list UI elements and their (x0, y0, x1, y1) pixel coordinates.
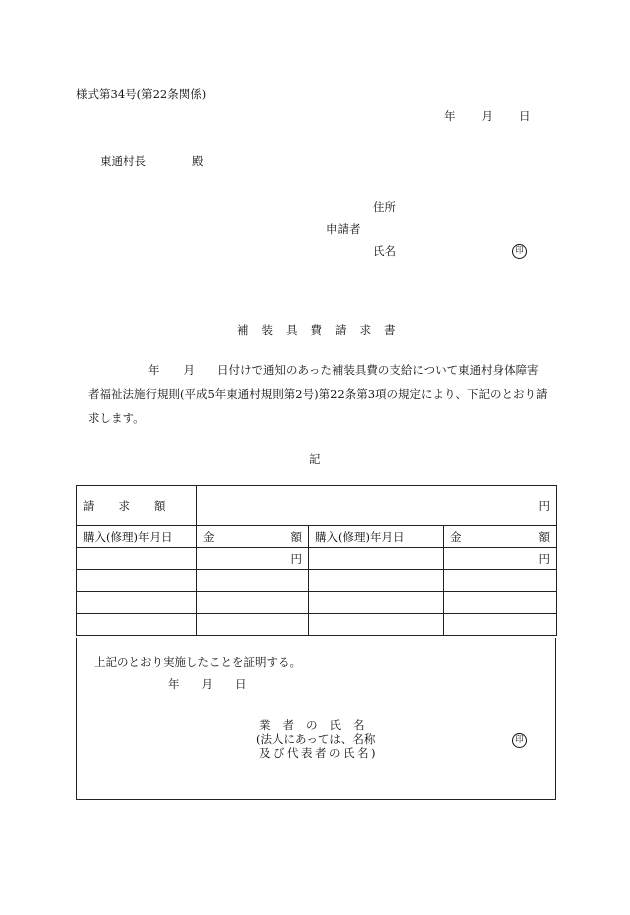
header-amount-2 (444, 526, 557, 548)
cert-month-label: 月 (201, 677, 213, 691)
date-year-label: 年 (444, 109, 456, 123)
certification-text: 上記のとおり実施したことを証明する。 (94, 655, 301, 669)
claim-amount-label: 請求額 (77, 486, 197, 526)
addressee-name: 東通村長 (100, 154, 146, 168)
row4-amount-2[interactable] (444, 614, 557, 636)
row2-amount-2[interactable] (444, 570, 557, 592)
vendor-seal-icon (512, 731, 527, 748)
body-year-label: 年 (148, 363, 160, 377)
row4-amount-1[interactable] (197, 614, 309, 636)
header-purchase-date-1: 購入(修理)年月日 (77, 526, 197, 548)
addressee (100, 153, 204, 169)
header-purchase-date-2: 購入(修理)年月日 (309, 526, 444, 548)
header-amount-2-text: 金 額 (450, 529, 551, 544)
applicant-seal-icon (512, 242, 527, 259)
row3-amount-1[interactable] (197, 592, 309, 614)
row4-date-2[interactable] (309, 614, 444, 636)
body-month-label: 月 (183, 363, 195, 377)
row3-date-1[interactable] (77, 592, 197, 614)
row1-date-2[interactable] (309, 548, 444, 570)
row1-yen-2: 円 (538, 551, 551, 566)
row1-amount-1[interactable] (197, 548, 309, 570)
vendor-corp-note-2: 及び代表者の氏名) (259, 746, 378, 760)
claim-table (76, 485, 557, 636)
date-day-label: 日 (519, 109, 531, 123)
applicant-name-label: 氏名 (373, 244, 396, 258)
cert-day-label: 日 (235, 677, 247, 691)
date-line (444, 108, 531, 124)
row3-date-2[interactable] (309, 592, 444, 614)
row1-amount-2[interactable] (444, 548, 557, 570)
vendor-name-label: 業者の氏名 (259, 718, 377, 732)
header-amount-1-text: 金 額 (203, 529, 302, 544)
body-paragraph (88, 358, 550, 430)
row2-amount-1[interactable] (197, 570, 309, 592)
row3-amount-2[interactable] (444, 592, 557, 614)
row1-date-1[interactable] (77, 548, 197, 570)
body-line-2: 者福祉法施行規則(平成5年東通村規則第2号)第22条第3項の規定により、下記のとおり請 (88, 387, 548, 401)
body-line-1 (88, 358, 550, 382)
row4-date-1[interactable] (77, 614, 197, 636)
applicant-role-label: 申請者 (326, 222, 361, 236)
vendor-corp-note-1: (法人にあっては、名称 (256, 732, 376, 746)
body-line-1-text: 日付けで通知のあった補装具費の支給について東通村身体障害 (217, 363, 539, 377)
row2-date-1[interactable] (77, 570, 197, 592)
claim-amount-yen: 円 (538, 498, 551, 513)
row2-date-2[interactable] (309, 570, 444, 592)
addressee-honorific: 殿 (192, 154, 204, 168)
document-title: 補装具費請求書 (237, 323, 409, 337)
certification-date (168, 676, 247, 692)
applicant-address-label: 住所 (373, 200, 396, 214)
header-amount-1 (197, 526, 309, 548)
cert-year-label: 年 (168, 677, 180, 691)
vendor-seal-glyph: 印 (512, 733, 527, 748)
date-month-label: 月 (481, 109, 493, 123)
body-line-3: 求します。 (88, 411, 145, 425)
claim-amount-field[interactable] (197, 486, 557, 526)
row1-yen-1: 円 (290, 551, 302, 566)
form-number: 様式第34号(第22条関係) (76, 87, 207, 101)
ki-label: 記 (309, 452, 321, 466)
applicant-seal-glyph: 印 (512, 244, 527, 259)
